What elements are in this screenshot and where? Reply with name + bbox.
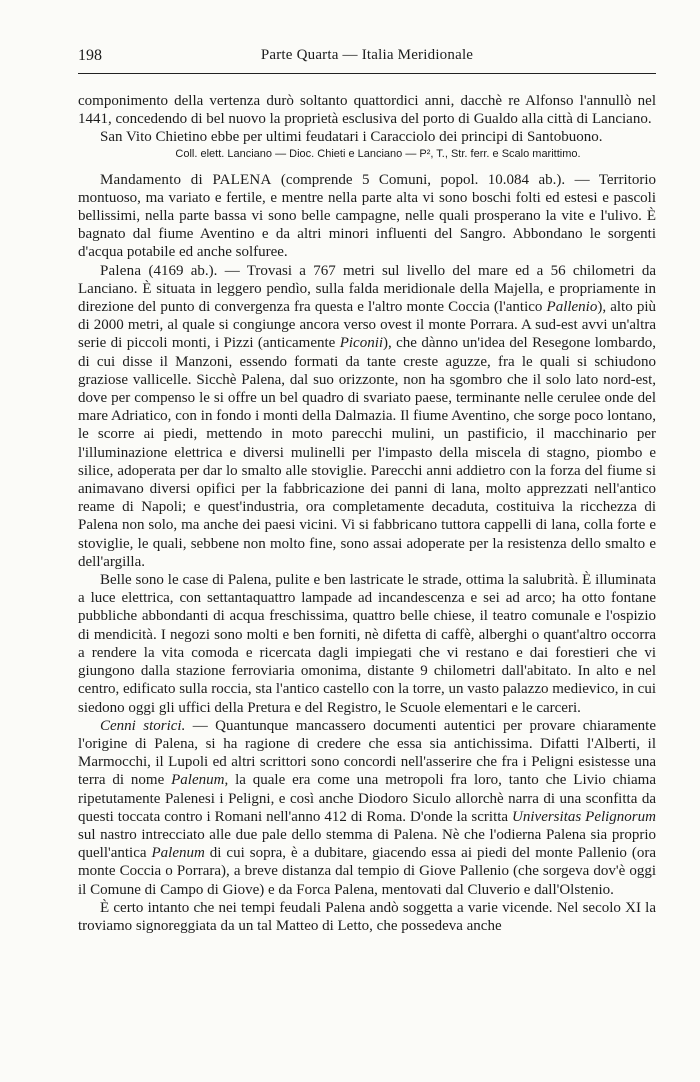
administrative-note: Coll. elett. Lanciano — Dioc. Chieti e Lanciano — P², T., Str. ferr. e Scalo marittimo.	[175, 147, 581, 160]
italic-term: Palenum	[171, 772, 225, 789]
italic-term: Pallenio	[546, 299, 598, 316]
paragraph-text: ), che dànno un'idea del Resegone lombardo, di cui disse il Manzoni, essendo formati da tante creste aguzze, fra le quali si schiudono graziose vallicelle. Sicchè Palena, dal suo orizzonte, non ha sgombro che il solo lato nord-est, dove per compenso le si offre un bel quadro di svariato paese, terminante nelle cerulee onde del mare Adriatico, con in fondo i monti della Dalmazia. Il fiume Aventino, che sorge poco lontano, le scorre ai piedi, mettendo in moto parecchi mulini, un pastificio, il macchinario per l'illuminazione elettrica e diversi mulinelli per l'impasto della miscela di stagno, piombo e silice, adoperata per dar lo smalto alle stoviglie. Parecchi anni addietro con la forza del fiume si animavano diversi opifici per la fabbricazione dei panni di lana, molto apprezzati nell'antico reame di Napoli; e quest'industria, ora completamente decaduta, costituiva la ricchezza di Palena non solo, ma anche dei paesi vicini. Vi si fabbricano tuttora cappelli di lana, colla forte e stoviglie, le quali, sebbene non molto fine, sono assai adoperate per la resistenza dello smalto e dell'argilla.	[78, 335, 656, 570]
italic-term: Universitas Pelignorum	[512, 808, 656, 825]
italic-term: Piconii	[339, 335, 384, 352]
paragraph-cenni-storici	[78, 717, 656, 899]
page-body	[78, 92, 656, 935]
paragraph-text: (comprende 5 Comuni, popol. 10.084 ab.). — Territorio montuoso, ma variato e fertile, e mentre nella parte alta vi sono boschi folti ed estesi e pascoli bellissimi, nella parte bassa vi sono belle campagne, nelle quali prosperano la vite e l'ulivo. È bagnato dal fiume Aventino e da altri minori influenti del Sangro. Abbondano le sorgenti d'acqua potabile ed anche solfuree.	[78, 171, 657, 261]
page-number: 198	[78, 47, 102, 64]
section-heading-mandamento: Mandamento di PALENA	[100, 171, 272, 188]
running-head: Parte Quarta — Italia Meridionale	[260, 47, 474, 63]
paragraph-text: di cui sopra, è a dubitare, giacendo essa ai piedi del monte Pallenio (ora monte Coccia o Porrara), a breve distanza dal tempio di Giove Pallenio (che sorgeva dov'è oggi il Comune di Campo di Giove) e da Forca Palena, mentovati dal Cluverio e dall'Olstenio.	[78, 845, 656, 898]
paragraph-case: Belle sono le case di Palena, pulite e ben lastricate le strade, ottima la salubrità. È illuminata a luce elettrica, con settantaquattro lampade ad incandescenza e sei ad arco; ha otto fontane pubbliche abbondanti di acqua freschissima, quattro belle chiese, il teatro comunale e l'ospizio di mendicità. I negozi sono molti e ben forniti, nè difetta di caffè, alberghi o quant'altro occorra a rendere la vita comoda e ricercata dagli impiegati che vi restano e dai forestieri che vi giungono dalla stazione ferroviaria omonima, distante 9 chilometri dall'abitato. In alto e nel centro, edificato sulla roccia, sta l'antico castello con la torre, un vasto palazzo medievico, in cui siedono oggi gli uffici della Pretura e del Registro, le Scuole elementari e le carceri.	[78, 572, 656, 716]
section-heading-cenni-storici: Cenni storici.	[100, 717, 186, 734]
paragraph-text: ), alto più di 2000 metri, al quale si congiunge ancora verso ovest il monte Porrara. A sud-est avvi un'altra serie di piccoli monti, i Pizzi (anticamente	[78, 299, 656, 352]
paragraph-continuation: componimento della vertenza durò soltanto quattordici anni, dacchè re Alfonso l'annullò nel 1441, concedendo di bel nuovo la proprietà esclusiva del porto di Gualdo alla città di Lanciano.	[78, 93, 656, 128]
paragraph-palena	[78, 262, 656, 571]
paragraph-text: (4169 ab.). — Trovasi a 767 metri sul livello del mare ed a 56 chilometri da Lanciano. È situata in leggero pendìo, sulla falda meridionale della Majella, e propriamente in direzione del punto di convergenza fra questa e l'altro monte Coccia (l'antico	[78, 262, 656, 316]
paragraph-san-vito: San Vito Chietino ebbe per ultimi feudatari i Caracciolo dei principi di Santobuono.	[100, 129, 603, 146]
section-heading-palena: Palena	[100, 262, 142, 279]
paragraph-mandamento	[78, 171, 656, 262]
header-rule	[78, 73, 656, 74]
paragraph-text: , la quale era come una metropoli fra loro, tanto che Livio chiama ripetutamente Palenesi i Peligni, e così anche Diodoro Siculo allorchè narra di una sconfitta da questi toccata contro i Romani nell'anno 412 di Roma. D'onde la scritta	[78, 772, 656, 825]
paragraph-text: sul nastro intrecciato alle due pale dello stemma di Palena. Nè che l'odierna Palena sia proprio quell'antica	[78, 826, 656, 862]
paragraph-text: — Quantunque mancassero documenti autentici per provare chiaramente l'origine di Palena, si ha ragione di credere che essa sia antichissima. Difatti l'Alberti, il Marmocchi, il Lupoli ed altri scrittori sono concordi nell'asserire che fra i Peligni esistesse una terra di nome	[78, 717, 656, 789]
page-header	[78, 47, 656, 67]
paragraph-feudal: È certo intanto che nei tempi feudali Palena andò soggetta a varie vicende. Nel secolo XI la troviamo signoreggiata da un tal Matteo di Letto, che possedeva anche	[78, 899, 656, 934]
italic-term: Palenum	[151, 845, 205, 862]
